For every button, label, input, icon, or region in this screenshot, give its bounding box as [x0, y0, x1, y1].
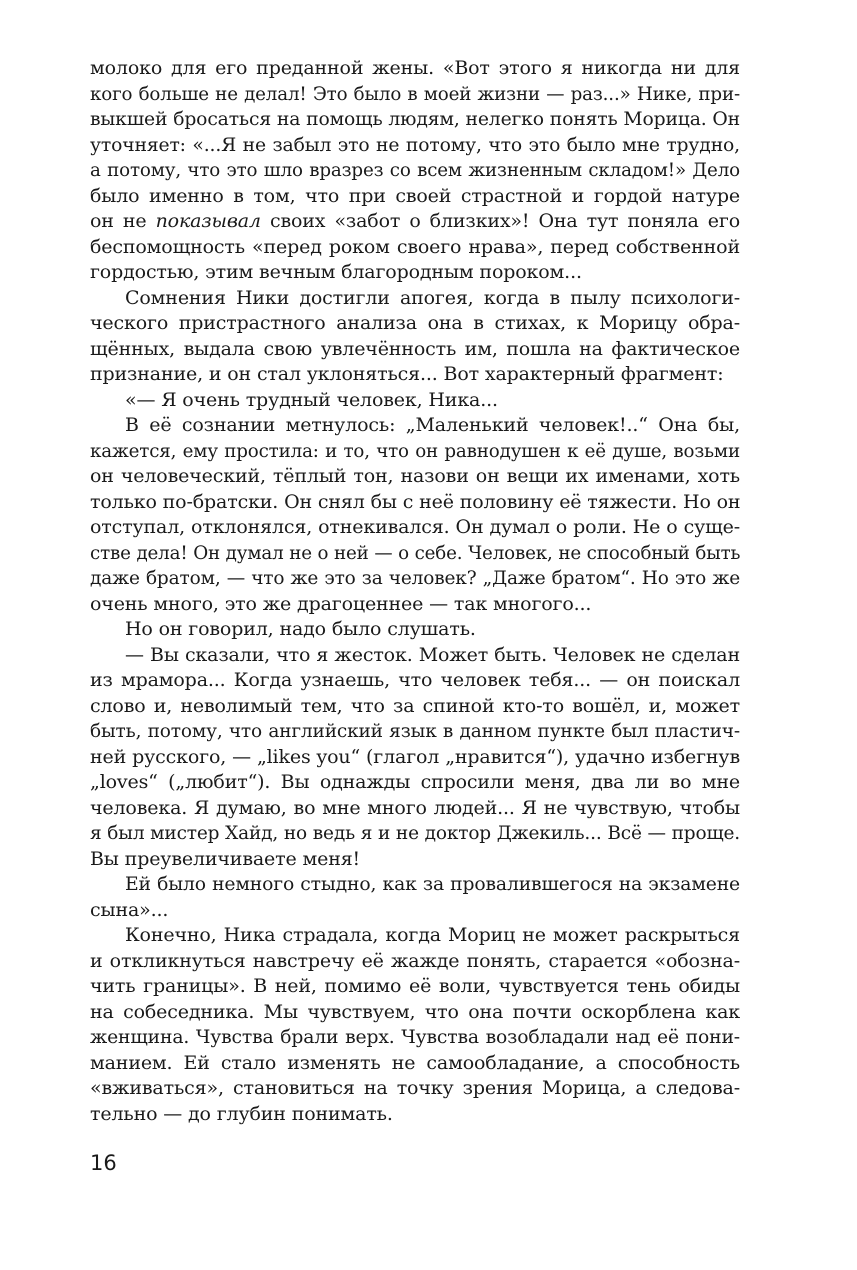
text-line: кажется, ему простила: и то, что он равнодушен к её душе, возьми	[90, 440, 740, 462]
text-line: Но он говорил, надо было слушать.	[125, 618, 476, 640]
text-line: Сомнения Ники достигли апогея, когда в пылу психологи-	[125, 286, 740, 309]
text-line: выкшей бросаться на помощь людям, нелегко понять Морица. Он	[90, 109, 740, 130]
text-line: на собеседника. Мы чувствуем, что она почти оскорблена как	[90, 1000, 740, 1023]
text-line: кого больше не делал! Это было в моей жизни — раз...» Нике, при-	[90, 83, 740, 105]
page-number: 16	[90, 1151, 117, 1175]
text-line: он не показывал своих «забот о близких»! Она тут поняла его	[90, 210, 740, 232]
text-line: женщина. Чувства брали верх. Чувства возобладали над её пони-	[90, 1027, 740, 1048]
text-line: признание, и он стал уклоняться... Вот характерный фрагмент:	[90, 363, 724, 385]
text-line: даже братом, — что же это за человек? „Даже братом“. Но это же	[90, 568, 740, 589]
text-line: молоко для его преданной жены. «Вот этого я никогда ни для	[90, 57, 740, 79]
text-line: тельно — до глубин понимать.	[90, 1102, 393, 1125]
text-line: „loves“ („любит“). Вы однажды спросили меня, два ли во мне	[90, 771, 740, 793]
text-line: Конечно, Ника страдала, когда Мориц не может раскрыться	[125, 924, 740, 946]
text-line: ней русского, — „likes you“ (глагол „нравится“), удачно избегнув	[90, 745, 740, 768]
text-line: ческого пристрастного анализа она в стихах, к Морицу обра-	[90, 312, 740, 334]
text-line: уточняет: «...Я не забыл это не потому, что это было мне трудно,	[90, 134, 740, 156]
text-line: быть, потому, что английский язык в данном пункте был пластич-	[90, 721, 740, 742]
text-line: человека. Я думаю, во мне много людей... Я не чувствую, чтобы	[90, 796, 740, 819]
text-line: очень много, это же драгоценнее — так многого...	[90, 592, 592, 615]
text-line: Ей было немного стыдно, как за провалившегося на экзамене	[125, 874, 740, 895]
text-line: отступал, отклонялся, отнекивался. Он думал о роли. Не о суще-	[90, 516, 740, 538]
text-line: беспомощность «перед роком своего нрава», перед собственной	[90, 235, 740, 258]
body-text	[90, 56, 740, 1127]
text-line: «вживаться», становиться на точку зрения Морица, а следова-	[90, 1077, 740, 1099]
text-line: он человеческий, тёплый тон, назови он вещи их именами, хоть	[90, 465, 740, 487]
text-line: — Вы сказали, что я жесток. Может быть. Человек не сделан	[125, 643, 740, 666]
text-line: щённых, выдала свою увлечённость им, пошла на фактическое	[90, 337, 740, 360]
text-line: я был мистер Хайд, но ведь я и не доктор Джекиль... Всё — проще.	[90, 823, 741, 844]
text-line: а потому, что это шло вразрез со всем жизненным складом!» Дело	[90, 160, 740, 181]
text-line: было именно в том, что при своей страстной и гордой натуре	[90, 184, 740, 207]
text-line: В её сознании метнулось: „Маленький человек!..“ Она бы,	[125, 414, 740, 436]
text-line: только по-братски. Он снял бы с неё половину её тяжести. Но он	[90, 490, 741, 513]
emphasis: показывал	[155, 210, 261, 232]
text-line: гордостью, этим вечным благородным пороком...	[90, 261, 582, 283]
text-line: манием. Ей стало изменять не самообладание, а способность	[90, 1051, 740, 1074]
text-line: и откликнуться навстречу её жажде понять, старается «обозна-	[90, 949, 740, 972]
text-line: чить границы». В ней, помимо её воли, чувствуется тень обиды	[90, 975, 740, 997]
text-line: «— Я очень трудный человек, Ника...	[125, 388, 498, 411]
text-line: сына»...	[90, 898, 169, 921]
text-line: стве дела! Он думал не о ней — о себе. Человек, не способный быть	[90, 542, 741, 564]
text-line: слово и, неволимый тем, что за спиной кто-то вошёл, и, может	[90, 694, 740, 717]
text-line: из мрамора... Когда узнаешь, что человек тебя... — он поискал	[90, 669, 740, 691]
text-line: Вы преувеличиваете меня!	[90, 847, 361, 870]
